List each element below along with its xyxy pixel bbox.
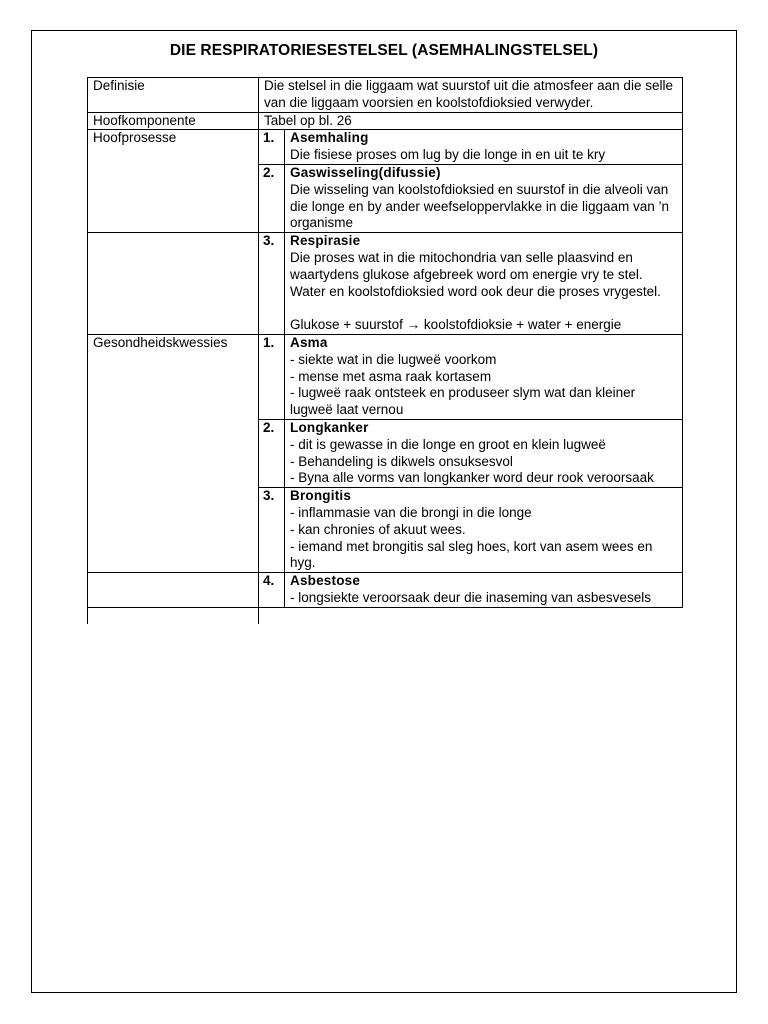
issue-title: Asbestose <box>290 573 361 589</box>
empty-cell <box>88 607 259 624</box>
issue-title: Longkanker <box>290 419 369 435</box>
process-title: Asemhaling <box>290 130 369 146</box>
table-row-health-4 <box>88 573 683 608</box>
issue-number: 4. <box>259 573 285 608</box>
issue-cell <box>285 419 683 487</box>
issue-line: - kan chronies of akuut wees. <box>290 521 466 537</box>
table-row-definisie <box>88 78 683 113</box>
table-row-hoofkomponente <box>88 112 683 130</box>
process-description: Die wisseling van koolstofdioksied en suurstof in die alveoli van die longe en by ander weefseloppervlakke in die liggaam van ’n organisme <box>290 181 669 231</box>
issue-line: - iemand met brongitis sal sleg hoes, kort van asem wees en hyg. <box>290 538 653 571</box>
process-description: Die proses wat in die mitochondria van selle plaasvind en waartydens glukose afgebreek word om energie vry te stel. Water en koolstofdioksied word ook deur die proses vrygestel. <box>290 249 661 299</box>
row-label-empty <box>88 233 259 335</box>
issue-line: - Behandeling is dikwels onsuksesvol <box>290 453 513 469</box>
process-number: 1. <box>259 130 285 165</box>
process-cell <box>285 164 683 232</box>
table-row-process-3 <box>88 233 683 335</box>
issue-line: - Byna alle vorms van longkanker word deur rook veroorsaak <box>290 470 654 486</box>
process-cell <box>285 233 683 335</box>
issue-line: - siekte wat in die lugweë voorkom <box>290 351 497 367</box>
process-title: Gaswisseling(difussie) <box>290 164 441 180</box>
process-cell <box>285 130 683 165</box>
issue-line: - dit is gewasse in die longe en groot en klein lugweë <box>290 436 606 452</box>
issue-line: - longsiekte veroorsaak deur die inaseming van asbesvesels <box>290 589 651 605</box>
table-row-process-1 <box>88 130 683 165</box>
issue-number: 3. <box>259 488 285 573</box>
row-label-gesondheidskwessies: Gesondheidskwessies <box>88 334 259 572</box>
document-title: DIE RESPIRATORIESESTELSEL (ASEMHALINGSTELSEL) <box>169 42 599 59</box>
empty-cell <box>259 607 683 624</box>
issue-number: 1. <box>259 334 285 419</box>
row-label-empty <box>88 573 259 608</box>
issue-title: Brongitis <box>290 488 352 504</box>
process-description: Die fisiese proses om lug by die longe in en uit te kry <box>290 147 606 163</box>
issue-title: Asma <box>290 334 328 350</box>
table-row-empty <box>88 607 683 624</box>
issue-cell <box>285 573 683 608</box>
spacer <box>290 300 678 317</box>
issue-number: 2. <box>259 419 285 487</box>
issue-line: - lugweë raak ontsteek en produseer slym wat dan kleiner lugweë laat vernou <box>290 385 636 418</box>
row-label-definisie: Definisie <box>88 78 259 113</box>
process-number: 2. <box>259 164 285 232</box>
row-label-hoofkomponente: Hoofkomponente <box>88 112 259 130</box>
definition-text: Die stelsel in die liggaam wat suurstof uit die atmosfeer aan die selle van die liggaam voorsien en koolstofdioksied verwyder. <box>259 78 683 113</box>
process-title: Respirasie <box>290 233 361 249</box>
info-table <box>87 77 683 624</box>
process-equation: Glukose + suurstof → koolstofdioksie + water + energie <box>290 317 622 333</box>
issue-cell <box>285 488 683 573</box>
issue-line: - inflammasie van die brongi in die longe <box>290 504 532 520</box>
process-number: 3. <box>259 233 285 335</box>
issue-line: - mense met asma raak kortasem <box>290 368 492 384</box>
main-components-text: Tabel op bl. 26 <box>259 112 683 130</box>
table-row-health-1 <box>88 334 683 419</box>
row-label-hoofprosesse: Hoofprosesse <box>88 130 259 233</box>
issue-cell <box>285 334 683 419</box>
